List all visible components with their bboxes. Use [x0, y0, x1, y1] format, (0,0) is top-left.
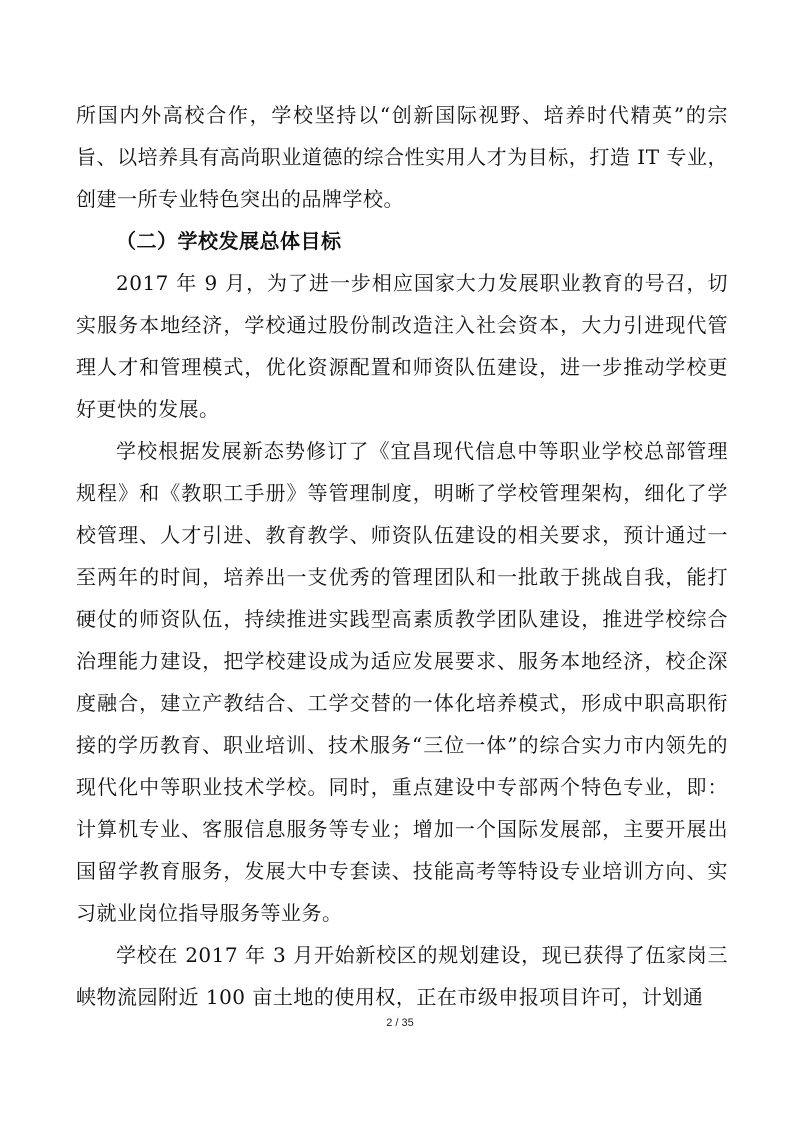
page-number: 2 / 35 [386, 1017, 414, 1029]
paragraph-new-campus: 学校在 2017 年 3 月开始新校区的规划建设，现已获得了伍家岗三峡物流园附近 100 亩土地的使用权，正在市级申报项目许可，计划通 [76, 943, 728, 1009]
paragraph-management-regulations: 学校根据发展新态势修订了《宜昌现代信息中等职业学校总部管理规程》和《教职工手册》等管理制度，明晰了学校管理架构，细化了学校管理、人才引进、教育教学、师资队伍建设的相关要求，预计通过一至两年的时间，培养出一支优秀的管理团队和一批敢于挑战自我，能打硬仗的师资队伍，持续推进实践型高素质教学团队建设，推进学校综合治理能力建设，把学校建设成为适应发展要求、服务本地经济，校企深度融合，建立产教结合、工学交替的一体化培养模式，形成中职高职衔接的学历教育、职业培训、技术服务“三位一体”的综合实力市内领先的现代化中等职业技术学校。同时，重点建设中专部两个特色专业，即：计算机专业、客服信息服务等专业；增加一个国际发展部，主要开展出国留学教育服务，发展大中专套读、技能高考等特设专业培训方向、实习就业岗位指导服务等业务。 [76, 439, 728, 925]
paragraph-development-2017: 2017 年 9 月，为了进一步相应国家大力发展职业教育的号召，切实服务本地经济，学校通过股份制改造注入社会资本，大力引进现代管理人才和管理模式，优化资源配置和师资队伍建设，进一步推动学校更好更快的发展。 [76, 271, 728, 421]
paragraph-continued: 所国内外高校合作，学校坚持以“创新国际视野、培养时代精英”的宗旨、以培养具有高尚职业道德的综合性实用人才为目标，打造 IT 专业，创建一所专业特色突出的品牌学校。 [76, 103, 728, 211]
section-heading: （二）学校发展总体目标 [116, 229, 342, 253]
document-body [76, 94, 728, 1018]
